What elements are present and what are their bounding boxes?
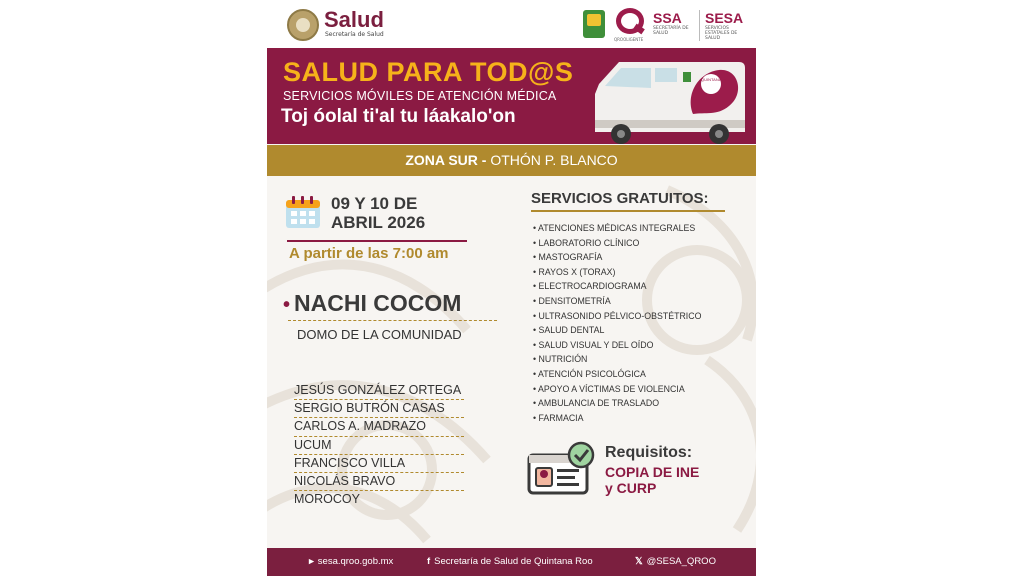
salud-logo (287, 9, 407, 43)
list-item: MOROCOY (294, 492, 360, 507)
banner-title: SALUD PARA TOD@S (283, 57, 574, 87)
x-icon: 𝕏 (635, 556, 643, 567)
salud-seal-icon (287, 9, 319, 41)
banner-maya-text: Toj óolal ti'al tu láakalo'on (281, 106, 516, 127)
salud-subtitle: Secretaría de Salud (325, 31, 384, 38)
service-item: • ATENCIONES MÉDICAS INTEGRALES (533, 223, 696, 233)
event-date-line2: ABRIL 2026 (331, 213, 426, 232)
calendar-icon (285, 195, 321, 229)
event-location (283, 290, 461, 317)
id-card-icon (527, 441, 597, 497)
header-logos (267, 0, 756, 48)
service-item: • SALUD DENTAL (533, 325, 605, 336)
service-item: • ATENCIÓN PSICOLÓGICA (533, 368, 646, 379)
date-divider (287, 240, 467, 242)
event-venue: DOMO DE LA COMUNIDAD (297, 327, 462, 342)
event-time: A partir de las 7:00 am (289, 245, 449, 262)
event-date (331, 194, 425, 232)
zone-bar (267, 145, 756, 176)
location-bullet: • (283, 294, 291, 316)
title-banner (267, 48, 756, 144)
service-item: • LABORATORIO CLÍNICO (533, 237, 640, 248)
quintana-roo-shield-icon (583, 10, 605, 38)
service-item: • ELECTROCARDIOGRAMA (533, 281, 647, 292)
services-list (533, 221, 733, 425)
services-divider (531, 210, 725, 212)
sesa-subtitle: SERVICIOS ESTATALES DE SALUD (705, 26, 738, 41)
footer (267, 548, 756, 576)
list-item: NICOLÁS BRAVO (294, 473, 464, 491)
list-item: JESÚS GONZÁLEZ ORTEGA (294, 382, 464, 400)
services-title: SERVICIOS GRATUITOS: (531, 190, 709, 207)
requirements-body (605, 464, 699, 496)
event-date-line1: 09 Y 10 DE (331, 194, 418, 213)
footer-facebook-text: Secretaría de Salud de Quintana Roo (434, 556, 593, 567)
list-item: CARLOS A. MADRAZO (294, 418, 464, 436)
service-item: • RAYOS X (TORAX) (533, 266, 616, 277)
poster (267, 0, 756, 576)
ssa-wordmark: SSA (653, 10, 682, 26)
salud-wordmark: Salud (324, 7, 384, 32)
service-item: • ULTRASONIDO PÉLVICO-OBSTÉTRICO (533, 310, 702, 321)
web-icon: ▸ (309, 556, 314, 567)
requirements-title: Requisitos: (605, 444, 693, 461)
footer-website-text: sesa.qroo.gob.mx (317, 556, 394, 567)
service-item: • MASTOGRAFÍA (533, 252, 603, 263)
q-logo (614, 8, 648, 42)
footer-facebook[interactable] (427, 548, 593, 576)
location-name: NACHI COCOM (294, 290, 462, 316)
ambulance-illustration (589, 54, 747, 144)
location-divider (288, 320, 497, 321)
footer-x-text: @SESA_QROO (646, 556, 716, 567)
service-item: • FARMACIA (533, 412, 584, 423)
requirement-ine: COPIA DE INE (605, 464, 700, 480)
banner-subtitle: SERVICIOS MÓVILES DE ATENCIÓN MÉDICA (283, 89, 557, 103)
ssa-logo (653, 10, 695, 36)
footer-website[interactable] (309, 548, 393, 576)
sesa-logo (699, 10, 751, 41)
check-icon (569, 443, 593, 467)
facebook-icon: f (427, 556, 431, 567)
zone-municipality: OTHÓN P. BLANCO (486, 152, 618, 168)
q-logo-subtitle: QROOLIGENTE (614, 37, 644, 42)
service-item: • APOYO A VÍCTIMAS DE VIOLENCIA (533, 383, 685, 394)
list-item: SERGIO BUTRÓN CASAS (294, 400, 464, 418)
ssa-subtitle: SECRETARÍA DE SALUD (653, 26, 689, 36)
zone-label: ZONA SUR - (405, 152, 487, 168)
requirement-curp: y CURP (605, 480, 657, 496)
ambulance-brand-text: QUINTANA ROO (701, 77, 732, 82)
footer-x[interactable] (635, 548, 716, 576)
list-item: FRANCISCO VILLA (294, 455, 464, 473)
service-item: • NUTRICIÓN (533, 354, 588, 365)
service-item: • AMBULANCIA DE TRASLADO (533, 398, 660, 409)
service-item: • DENSITOMETRÍA (533, 295, 611, 306)
service-item: • SALUD VISUAL Y DEL OÍDO (533, 339, 654, 350)
sesa-wordmark: SESA (705, 10, 744, 26)
list-item: UCUM (294, 437, 464, 455)
community-list (294, 382, 464, 508)
